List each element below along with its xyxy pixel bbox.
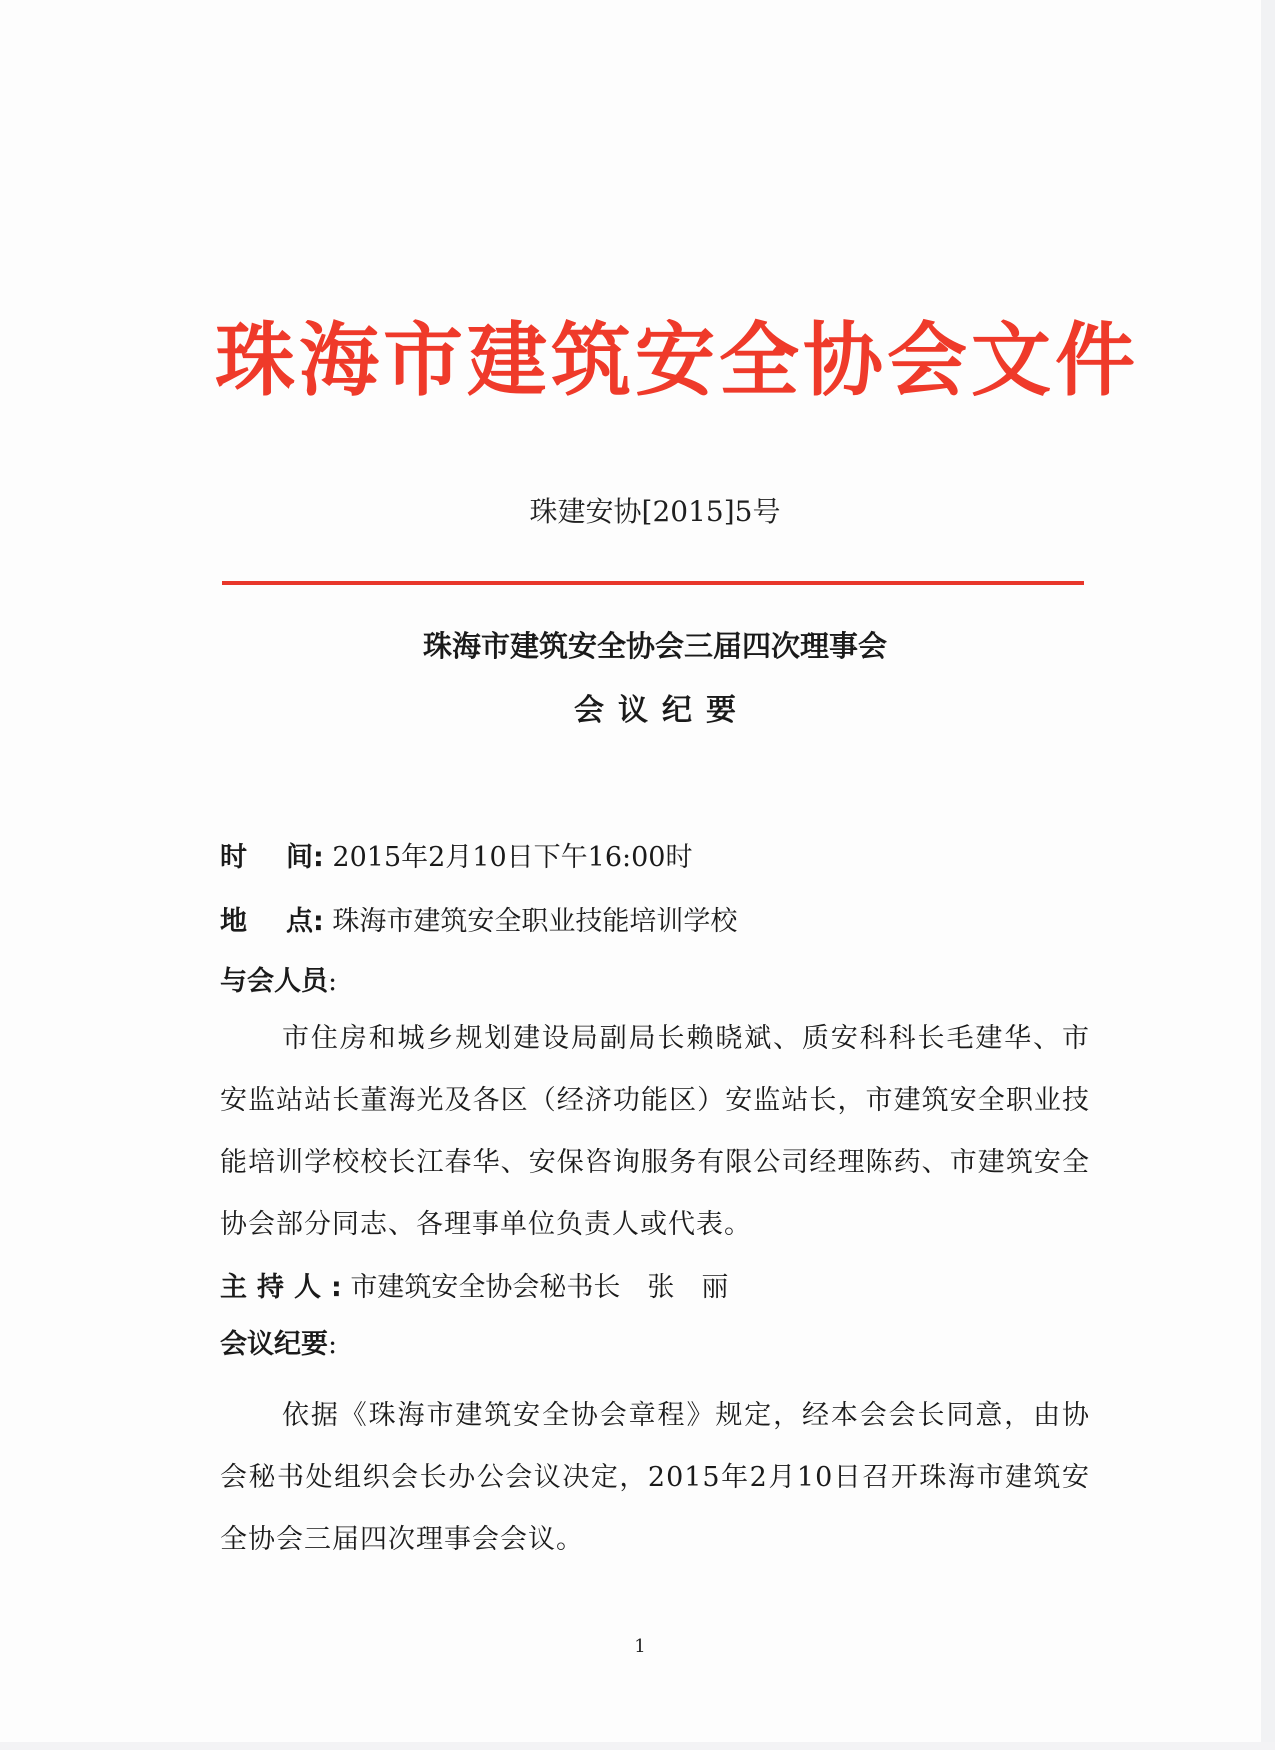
place-label: 地 点	[220, 906, 313, 937]
minutes-paragraph: 依据《珠海市建筑安全协会章程》规定，经本会会长同意，由协会秘书处组织会长办公会议决定，2015年2月10日召开珠海市建筑安全协会三届四次理事会会议。	[220, 1400, 1090, 1555]
attendees-label-row	[220, 962, 1090, 1002]
document-subtitle: 会议纪要	[574, 693, 750, 728]
minutes-label-row	[220, 1325, 1090, 1365]
scan-edge-bottom	[0, 1742, 1275, 1750]
scan-edge	[1261, 0, 1275, 1750]
time-row	[220, 838, 1090, 878]
attendees-label: 与会人员	[220, 966, 328, 997]
place-value: 珠海市建筑安全职业技能培训学校	[332, 906, 738, 937]
host-row	[220, 1268, 1090, 1308]
attendees-paragraph: 市住房和城乡规划建设局副局长赖晓斌、质安科科长毛建华、市安监站站长董海光及各区（经济功能区）安监站长，市建筑安全职业技能培训学校校长江春华、安保咨询服务有限公司经理陈药、市建筑安全协会部分同志、各理事单位负责人或代表。	[220, 1023, 1090, 1240]
host-value: 市建筑安全协会秘书长 张 丽	[350, 1272, 729, 1303]
minutes-colon: :	[328, 1329, 338, 1360]
attendees-colon: :	[328, 966, 338, 997]
time-value: 2015年2月10日下午16:00时	[332, 842, 693, 873]
time-label: 时 间	[220, 842, 313, 873]
document-number: 珠建安协[2015]5号	[529, 495, 781, 528]
masthead-title: 珠海市建筑安全协会文件	[215, 313, 1139, 407]
place-colon: :	[313, 906, 324, 937]
host-label: 主持人	[220, 1272, 331, 1303]
minutes-label: 会议纪要	[220, 1329, 328, 1360]
document-title: 珠海市建筑安全协会三届四次理事会	[422, 629, 887, 663]
host-colon: :	[331, 1272, 342, 1303]
page-number: 1	[634, 1636, 646, 1657]
time-colon: :	[313, 842, 324, 873]
place-row	[220, 902, 1090, 942]
red-divider-rule	[222, 581, 1084, 585]
